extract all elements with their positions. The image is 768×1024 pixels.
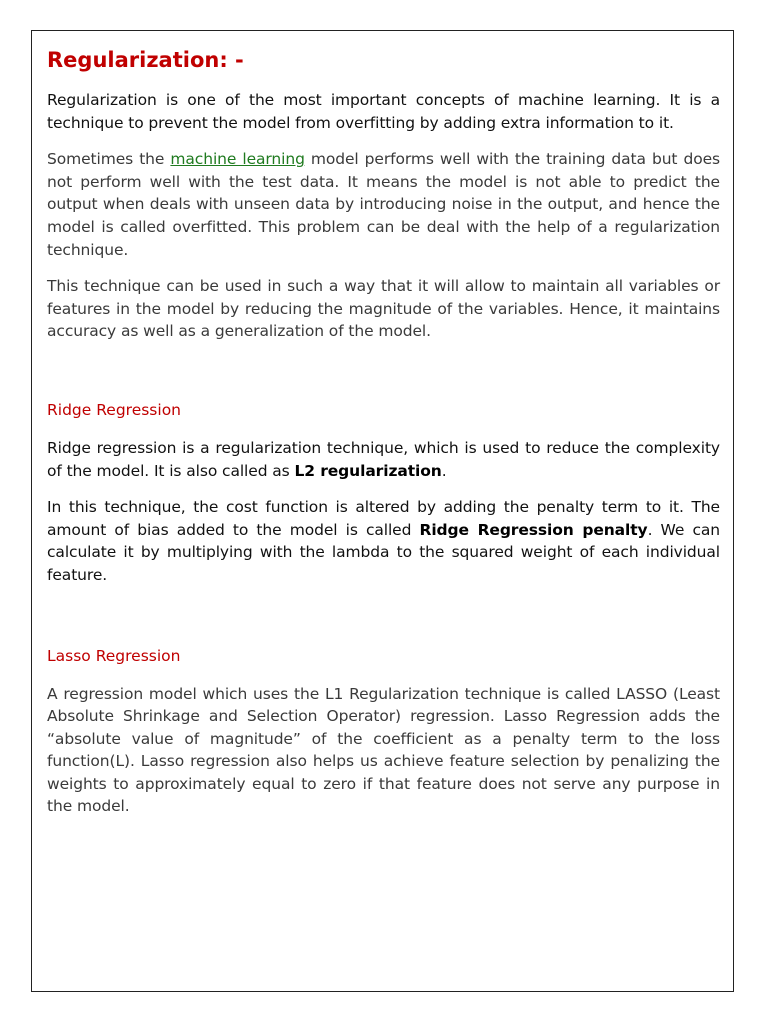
intro-paragraph: Regularization is one of the most important concepts of machine learning. It is a technique to prevent the model from overfitting by adding extra information to it.: [47, 91, 720, 132]
spacer: [47, 357, 720, 399]
ridge-p2-end: . We can calculate it by multiplying with the lambda to the squared weight of each individual feature.: [47, 520, 720, 584]
ridge-paragraph-2: [47, 496, 720, 586]
ridge-regression-heading: Ridge Regression: [47, 400, 181, 419]
document-body: [47, 45, 720, 832]
overfitting-text-after: model performs well with the training data but does not perform well with the test data. It means the model is not able to predict the output when deals with unseen data by introducing noise in the output, and hence the model is called overfitted. This problem can be deal with the help of a regularization technique.: [47, 150, 721, 259]
ridge-p1-text: Ridge regression is a regularization technique, which is used to reduce the complexity of the model. It is also called as: [47, 438, 720, 480]
page-frame: [31, 30, 734, 992]
overfitting-paragraph: [47, 148, 720, 261]
ridge-paragraph-1: [47, 437, 720, 482]
lasso-regression-heading: Lasso Regression: [47, 646, 181, 665]
ridge-penalty-term: Ridge Regression penalty: [419, 520, 648, 539]
page-title: Regularization: -: [47, 48, 244, 72]
technique-paragraph: This technique can be used in such a way that it will allow to maintain all variables or features in the model by reducing the magnitude of the variables. Hence, it maintains accuracy as well as a generalization of the model.: [47, 277, 720, 341]
overfitting-text-before: Sometimes the: [47, 150, 171, 169]
machine-learning-link[interactable]: machine learning: [170, 150, 305, 169]
spacer: [47, 601, 720, 645]
ridge-p1-end: .: [441, 461, 447, 480]
l2-regularization-term: L2 regularization: [294, 461, 442, 480]
ridge-p2-text: In this technique, the cost function is altered by adding the penalty term to it. The amount of bias added to the model is called: [47, 498, 720, 539]
lasso-paragraph: A regression model which uses the L1 Regularization technique is called LASSO (Least Absolute Shrinkage and Selection Operator) regression. Lasso Regression adds the “absolute value of magnitude” of the coefficient as a penalty term to the loss function(L). Lasso regression also helps us achieve feature selection by penalizing the weights to approximately equal to zero if that feature does not serve any purpose in the model.: [47, 684, 720, 816]
